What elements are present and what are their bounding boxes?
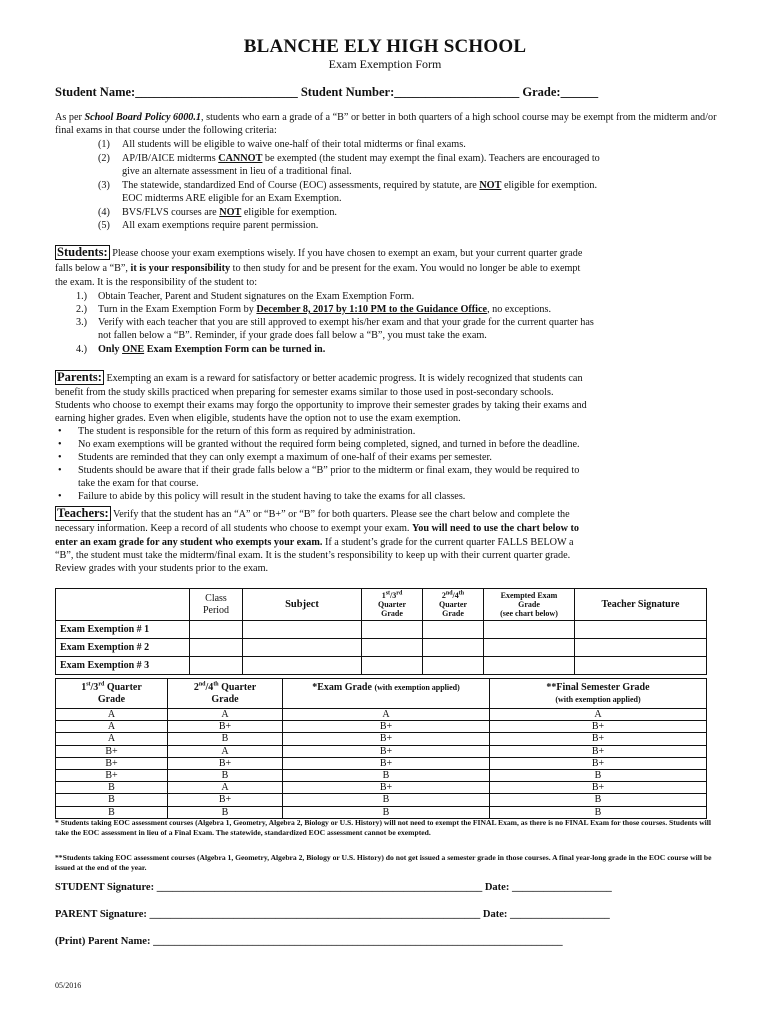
q24-grade-cell: B+ bbox=[168, 757, 283, 769]
eoc-note-2: **Students taking EOC assessment courses (Algebra 1, Geometry, Algebra 2, Biology or U.S. History) do not get issued a semester grade in those courses. A final year-long grade in the EOC course will be issued at the end of the year. bbox=[55, 853, 712, 872]
final-grade-cell: B bbox=[490, 770, 707, 782]
criteria-item: BVS/FLVS courses are NOT eligible for exemption. bbox=[122, 207, 337, 218]
q13-grade-cell: B+ bbox=[56, 757, 168, 769]
blank-header bbox=[56, 589, 190, 621]
q24-cell[interactable] bbox=[423, 621, 484, 639]
criteria-num: (4) bbox=[98, 207, 110, 218]
criteria-num: (3) bbox=[98, 180, 110, 191]
grade-field[interactable]: ______ bbox=[560, 85, 599, 99]
criteria-item: The statewide, standardized End of Course (EOC) assessments, required by statute, are NOT eligible for exemption. bbox=[122, 180, 598, 191]
exempted-cell[interactable] bbox=[484, 639, 575, 657]
q24-grade-cell: B bbox=[168, 770, 283, 782]
exam-grade-header: *Exam Grade (with exemption applied) bbox=[283, 679, 490, 709]
q24-grade-cell: A bbox=[168, 745, 283, 757]
teacher-signature-cell[interactable] bbox=[575, 621, 707, 639]
q13-grade-cell: B bbox=[56, 782, 168, 794]
parents-text: benefit from the study skills practiced when preparing for semester exams similar to those used in post-secondary schools. bbox=[55, 387, 554, 398]
date-label: Date: bbox=[484, 882, 510, 893]
bullet-icon: • bbox=[58, 491, 62, 502]
step-num: 3.) bbox=[76, 317, 88, 328]
exam-grade-cell: B+ bbox=[283, 757, 490, 769]
students-text: falls below a “B”, it is your responsibility to then study for and be present for the exam. You would no longer be able to exempt bbox=[55, 263, 581, 274]
q24-grade-cell: B+ bbox=[168, 721, 283, 733]
grade-chart-row bbox=[56, 757, 707, 769]
deadline: December 8, 2017 by 1:10 PM to the Guidance Office bbox=[256, 304, 488, 315]
step-item: Turn in the Exam Exemption Form by December 8, 2017 by 1:10 PM to the Guidance Office, no exceptions. bbox=[98, 304, 552, 315]
q13-grade-cell: A bbox=[56, 733, 168, 745]
revision-date: 05/2016 bbox=[55, 981, 82, 990]
q13-grade-cell: B+ bbox=[56, 770, 168, 782]
q13-header: 1st/3rd Quarter Grade bbox=[362, 589, 423, 621]
criteria-num: (2) bbox=[98, 153, 110, 164]
teacher-signature-cell[interactable] bbox=[575, 657, 707, 675]
bullet-icon: • bbox=[58, 439, 62, 450]
students-section: Students: Please choose your exam exemptions wisely. If you have chosen to exempt an exam, but your current quarter grade bbox=[57, 245, 583, 259]
exemption-table bbox=[55, 588, 707, 675]
exam-grade-cell: B+ bbox=[283, 745, 490, 757]
q13-grade-cell: B+ bbox=[56, 745, 168, 757]
final-grade-cell: B bbox=[490, 794, 707, 806]
grade-label: Grade: bbox=[522, 85, 561, 99]
grade-chart-row bbox=[56, 770, 707, 782]
subject-cell[interactable] bbox=[243, 639, 362, 657]
q13-grade-cell: A bbox=[56, 709, 168, 721]
subject-header: Subject bbox=[243, 589, 362, 621]
print-parent-row bbox=[55, 936, 563, 947]
student-name-field[interactable]: __________________________ bbox=[135, 85, 298, 99]
student-number-field[interactable]: ____________________ bbox=[394, 85, 520, 99]
bullet-item: Students should be aware that if their grade falls below a “B” prior to the midterm or final exam, they would be required to bbox=[78, 465, 580, 476]
exam-grade-cell: B bbox=[283, 806, 490, 818]
date-label: Date: bbox=[482, 909, 508, 920]
final-grade-cell: B+ bbox=[490, 757, 707, 769]
student-date-field[interactable]: ___________________ bbox=[511, 882, 612, 893]
students-label: Students: bbox=[57, 245, 108, 259]
print-parent-field[interactable]: ______________________________________________________________________________ bbox=[153, 936, 563, 947]
q13-grade-cell: B bbox=[56, 794, 168, 806]
step-num: 2.) bbox=[76, 304, 88, 315]
q13-chart-header: 1st/3rd Quarter Grade bbox=[56, 679, 168, 709]
table-row bbox=[56, 639, 707, 657]
parent-signature-field[interactable]: _______________________________________________________________ bbox=[149, 909, 481, 920]
grade-chart-row bbox=[56, 745, 707, 757]
final-grade-cell: B+ bbox=[490, 782, 707, 794]
class-period-cell[interactable] bbox=[190, 621, 243, 639]
teachers-section: Teachers: Verify that the student has an “A” or “B+” or “B” for both quarters. Please see the chart below and complete the bbox=[57, 506, 570, 520]
exam-grade-cell: B+ bbox=[283, 721, 490, 733]
step-item: Verify with each teacher that you are still approved to exempt his/her exam and that your grade for the current quarter has bbox=[98, 317, 594, 328]
q13-cell[interactable] bbox=[362, 621, 423, 639]
grade-chart-row bbox=[56, 782, 707, 794]
bullet-icon: • bbox=[58, 465, 62, 476]
student-info-row bbox=[55, 85, 598, 100]
parent-date-field[interactable]: ___________________ bbox=[510, 909, 610, 920]
q24-chart-header: 2nd/4th Quarter Grade bbox=[168, 679, 283, 709]
form-subtitle: Exam Exemption Form bbox=[328, 57, 442, 71]
grade-chart-row bbox=[56, 806, 707, 818]
grade-chart-row bbox=[56, 709, 707, 721]
final-grade-cell: A bbox=[490, 709, 707, 721]
criteria-item-cont: EOC midterms ARE eligible for an Exam Exemption. bbox=[122, 193, 342, 204]
final-grade-cell: B bbox=[490, 806, 707, 818]
student-number-label: Student Number: bbox=[300, 85, 395, 99]
student-name-label: Student Name: bbox=[55, 85, 136, 99]
criteria-num: (1) bbox=[98, 139, 110, 150]
class-period-header: Class Period bbox=[190, 589, 243, 621]
final-grade-cell: B+ bbox=[490, 721, 707, 733]
exam-grade-cell: B bbox=[283, 794, 490, 806]
parent-signature-label: PARENT Signature: bbox=[55, 909, 147, 920]
grade-chart-row bbox=[56, 733, 707, 745]
q13-grade-cell: B bbox=[56, 806, 168, 818]
exam-grade-cell: B+ bbox=[283, 733, 490, 745]
exam-grade-cell: B bbox=[283, 770, 490, 782]
final-grade-cell: B+ bbox=[490, 745, 707, 757]
parents-text: earning higher grades. Even when eligible, students have the option not to use the exam exemption. bbox=[55, 413, 461, 424]
policy-reference: School Board Policy 6000.1 bbox=[84, 112, 202, 123]
exam-grade-cell: A bbox=[283, 709, 490, 721]
q24-grade-cell: A bbox=[168, 782, 283, 794]
teachers-text: Review grades with your students prior to the exam. bbox=[55, 563, 269, 574]
step-num: 4.) bbox=[76, 344, 88, 355]
exempted-cell[interactable] bbox=[484, 621, 575, 639]
bullet-item: Failure to abide by this policy will result in the student having to take the exams for all classes. bbox=[78, 491, 466, 502]
teacher-signature-cell[interactable] bbox=[575, 639, 707, 657]
row-label: Exam Exemption # 2 bbox=[56, 639, 190, 657]
criteria-item: AP/IB/AICE midterms CANNOT be exempted (the student may exempt the final exam). Teachers are encouraged to bbox=[122, 153, 600, 164]
student-signature-label: STUDENT Signature: bbox=[55, 882, 155, 893]
step-num: 1.) bbox=[76, 291, 88, 302]
intro-paragraph: As per School Board Policy 6000.1, students who earn a grade of a “B” or better in both quarters of a high school course may be exempt from the midterm and/or final exams in that course under the following criteria: bbox=[55, 112, 717, 137]
final-grade-header: **Final Semester Grade (with exemption applied) bbox=[490, 679, 707, 709]
bullet-item: Students are reminded that they can only exempt a maximum of one-half of their exams per semester. bbox=[78, 452, 492, 463]
exempted-header: Exempted Exam Grade (see chart below) bbox=[484, 589, 575, 621]
q24-grade-cell: B+ bbox=[168, 794, 283, 806]
criteria-item: All exam exemptions require parent permission. bbox=[122, 220, 319, 231]
student-signature-row bbox=[55, 882, 612, 893]
table-row bbox=[56, 621, 707, 639]
parent-signature-row bbox=[55, 909, 610, 920]
q24-cell[interactable] bbox=[423, 657, 484, 675]
bullet-icon: • bbox=[58, 452, 62, 463]
step-item: Obtain Teacher, Parent and Student signatures on the Exam Exemption Form. bbox=[98, 291, 415, 302]
page-title: BLANCHE ELY HIGH SCHOOL bbox=[243, 36, 527, 57]
grade-chart bbox=[55, 678, 707, 819]
grade-chart-body bbox=[56, 709, 707, 819]
criteria-num: (5) bbox=[98, 220, 110, 231]
teacher-signature-header: Teacher Signature bbox=[575, 589, 707, 621]
class-period-cell[interactable] bbox=[190, 657, 243, 675]
grade-chart-row bbox=[56, 794, 707, 806]
row-label: Exam Exemption # 3 bbox=[56, 657, 190, 675]
exempted-cell[interactable] bbox=[484, 657, 575, 675]
table-row bbox=[56, 657, 707, 675]
grade-chart-row bbox=[56, 721, 707, 733]
q24-grade-cell: A bbox=[168, 709, 283, 721]
bullet-item: The student is responsible for the return of this form as required by administration. bbox=[78, 426, 416, 437]
q24-header: 2nd/4th Quarter Grade bbox=[423, 589, 484, 621]
exam-grade-cell: B+ bbox=[283, 782, 490, 794]
q13-cell[interactable] bbox=[362, 657, 423, 675]
q24-cell[interactable] bbox=[423, 639, 484, 657]
final-grade-cell: B+ bbox=[490, 733, 707, 745]
teachers-text: enter an exam grade for any student who exempts your exam. If a student’s grade for the current quarter FALLS BELOW a bbox=[55, 537, 574, 548]
parents-label: Parents: bbox=[57, 370, 102, 384]
row-label: Exam Exemption # 1 bbox=[56, 621, 190, 639]
subject-cell[interactable] bbox=[243, 621, 362, 639]
q13-grade-cell: A bbox=[56, 721, 168, 733]
class-period-cell[interactable] bbox=[190, 639, 243, 657]
bullet-item-cont: take the exam for that course. bbox=[78, 478, 199, 489]
teachers-text: necessary information. Keep a record of all students who choose to exempt your exam. You will need to use the chart below to bbox=[55, 523, 579, 534]
step-item: Only ONE Exam Exemption Form can be turned in. bbox=[98, 344, 326, 355]
criteria-item-cont: give an alternate assessment in lieu of a traditional final. bbox=[122, 166, 352, 177]
print-parent-label: (Print) Parent Name: bbox=[55, 936, 151, 947]
q13-cell[interactable] bbox=[362, 639, 423, 657]
q24-grade-cell: B bbox=[168, 733, 283, 745]
parents-section: Parents: Exempting an exam is a reward for satisfactory or better academic progress. It is widely recognized that students can bbox=[57, 370, 583, 384]
teachers-label: Teachers: bbox=[57, 506, 109, 520]
bullet-item: No exam exemptions will be granted without the required form being completed, signed, and turned in before the deadline. bbox=[78, 439, 580, 450]
teachers-text: “B”, the student must take the midterm/final exam. It is the student’s responsibility to keep up with their current quarter grade. bbox=[55, 550, 571, 561]
q24-grade-cell: B bbox=[168, 806, 283, 818]
bullet-icon: • bbox=[58, 426, 62, 437]
student-signature-field[interactable]: ______________________________________________________________ bbox=[156, 882, 483, 893]
eoc-note-1: * Students taking EOC assessment courses (Algebra 1, Geometry, Algebra 2, Biology or U.S. History) will not need to exempt the FINAL Exam, as there is no FINAL Exam for those courses. Students will take the EOC assessment in lieu of a Final Exam. The statewide, standardized EOC assessment cannot be exempted. bbox=[55, 818, 712, 837]
parents-text: Students who choose to exempt their exams may forgo the opportunity to improve their semester grades by taking their exams and bbox=[55, 400, 587, 411]
criteria-item: All students will be eligible to waive one-half of their total midterms or final exams. bbox=[122, 139, 466, 150]
subject-cell[interactable] bbox=[243, 657, 362, 675]
step-item-cont: not fallen below a “B”. Reminder, if your grade does fall below a “B”, you must take the exam. bbox=[98, 330, 487, 341]
students-text: the exam. It is the responsibility of the student to: bbox=[55, 277, 258, 288]
